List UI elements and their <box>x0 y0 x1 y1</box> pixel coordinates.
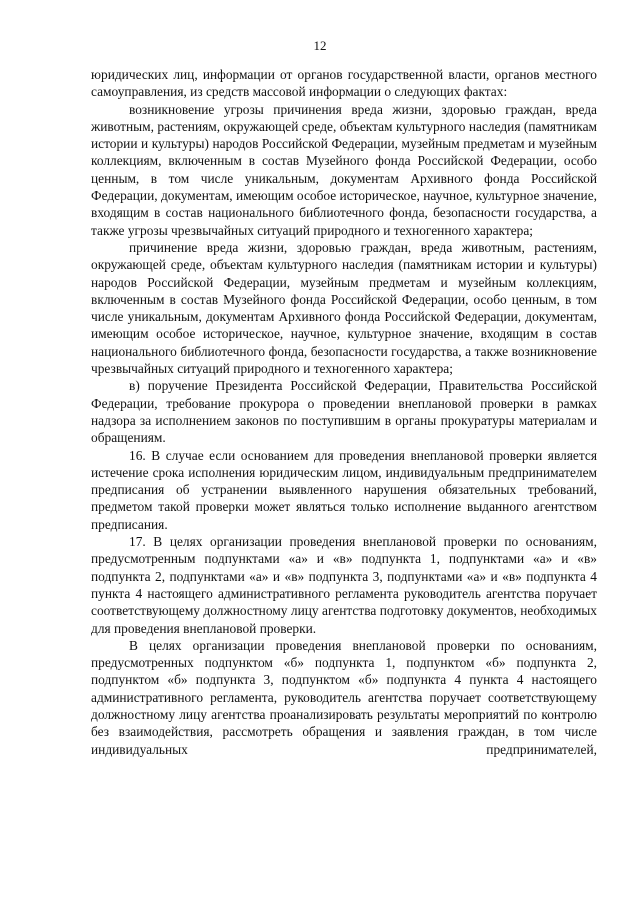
paragraph-continuation: юридических лиц, информации от органов государственной власти, органов местного самоуправления, из средств массовой информации о следующих фактах: <box>91 67 597 100</box>
paragraph-instruction-president: в) поручение Президента Российской Федерации, Правительства Российской Федерации, требование прокурора о проведении внеплановой проверки в рамках надзора за исполнением законов по поступившим в органы прокуратуры материалам и обращениям. <box>91 378 597 446</box>
paragraph-causing-harm: причинение вреда жизни, здоровью граждан, вреда животным, растениям, окружающей среде, объектам культурного наследия (памятникам истории и культуры) народов Российской Федерации, музейным предметам и музейным коллекциям, включенным в состав Музейного фонда Российской Федерации, особо ценным, в том числе уникальным, документам Архивного фонда Российской Федерации, документам, имеющим особое историческое, научное, культурное значение, входящим в состав национального библиотечного фонда, безопасности государства, а также возникновение чрезвычайных ситуаций природного и техногенного характера; <box>91 239 597 377</box>
paragraph-unscheduled-inspection: В целях организации проведения внеплановой проверки по основаниям, предусмотренных подпунктом «б» подпункта 1, подпунктом «б» подпункта 2, подпунктом «б» подпункта 3, подпунктом «б» подпункта 4 пункта 4 настоящего административного регламента, руководитель агентства поручает соответствующему должностному лицу агентства проанализировать результаты мероприятий по контролю без взаимодействия, рассмотреть обращения и заявления граждан, в том числе индивидуальных предпринимателей, <box>91 637 597 757</box>
paragraph-item-16: 16. В случае если основанием для проведения внеплановой проверки является истечение срока исполнения юридическим лицом, индивидуальным предпринимателем предписания об устранении выявленного нарушения обязательных требований, предметом такой проверки может являться только исполнение выданного агентством предписания. <box>91 447 597 532</box>
paragraph-item-17: 17. В целях организации проведения внеплановой проверки по основаниям, предусмотренным подпунктами «а» и «в» подпункта 1, подпунктами «а» и «в» подпункта 2, подпунктами «а» и «в» подпункта 3, подпунктами «а» и «в» подпункта 4 пункта 4 настоящего административного регламента руководитель агентства поручает соответствующему должностному лицу агентства подготовку документов, необходимых для проведения внеплановой проверки. <box>91 534 597 636</box>
paragraph-threat-of-harm: возникновение угрозы причинения вреда жизни, здоровью граждан, вреда животным, растениям, окружающей среде, объектам культурного наследия (памятникам истории и культуры) народов Российской Федерации, музейным предметам и музейным коллекциям, включенным в состав Музейного фонда Российской Федерации, особо ценным, в том числе уникальным, документам Архивного фонда Российской Федерации, документам, имеющим особое историческое, научное, культурное значение, входящим в состав национального библиотечного фонда, безопасности государства, а также угрозы чрезвычайных ситуаций природного и техногенного характера; <box>91 101 597 238</box>
document-body <box>91 66 597 758</box>
page-number: 12 <box>313 38 327 53</box>
